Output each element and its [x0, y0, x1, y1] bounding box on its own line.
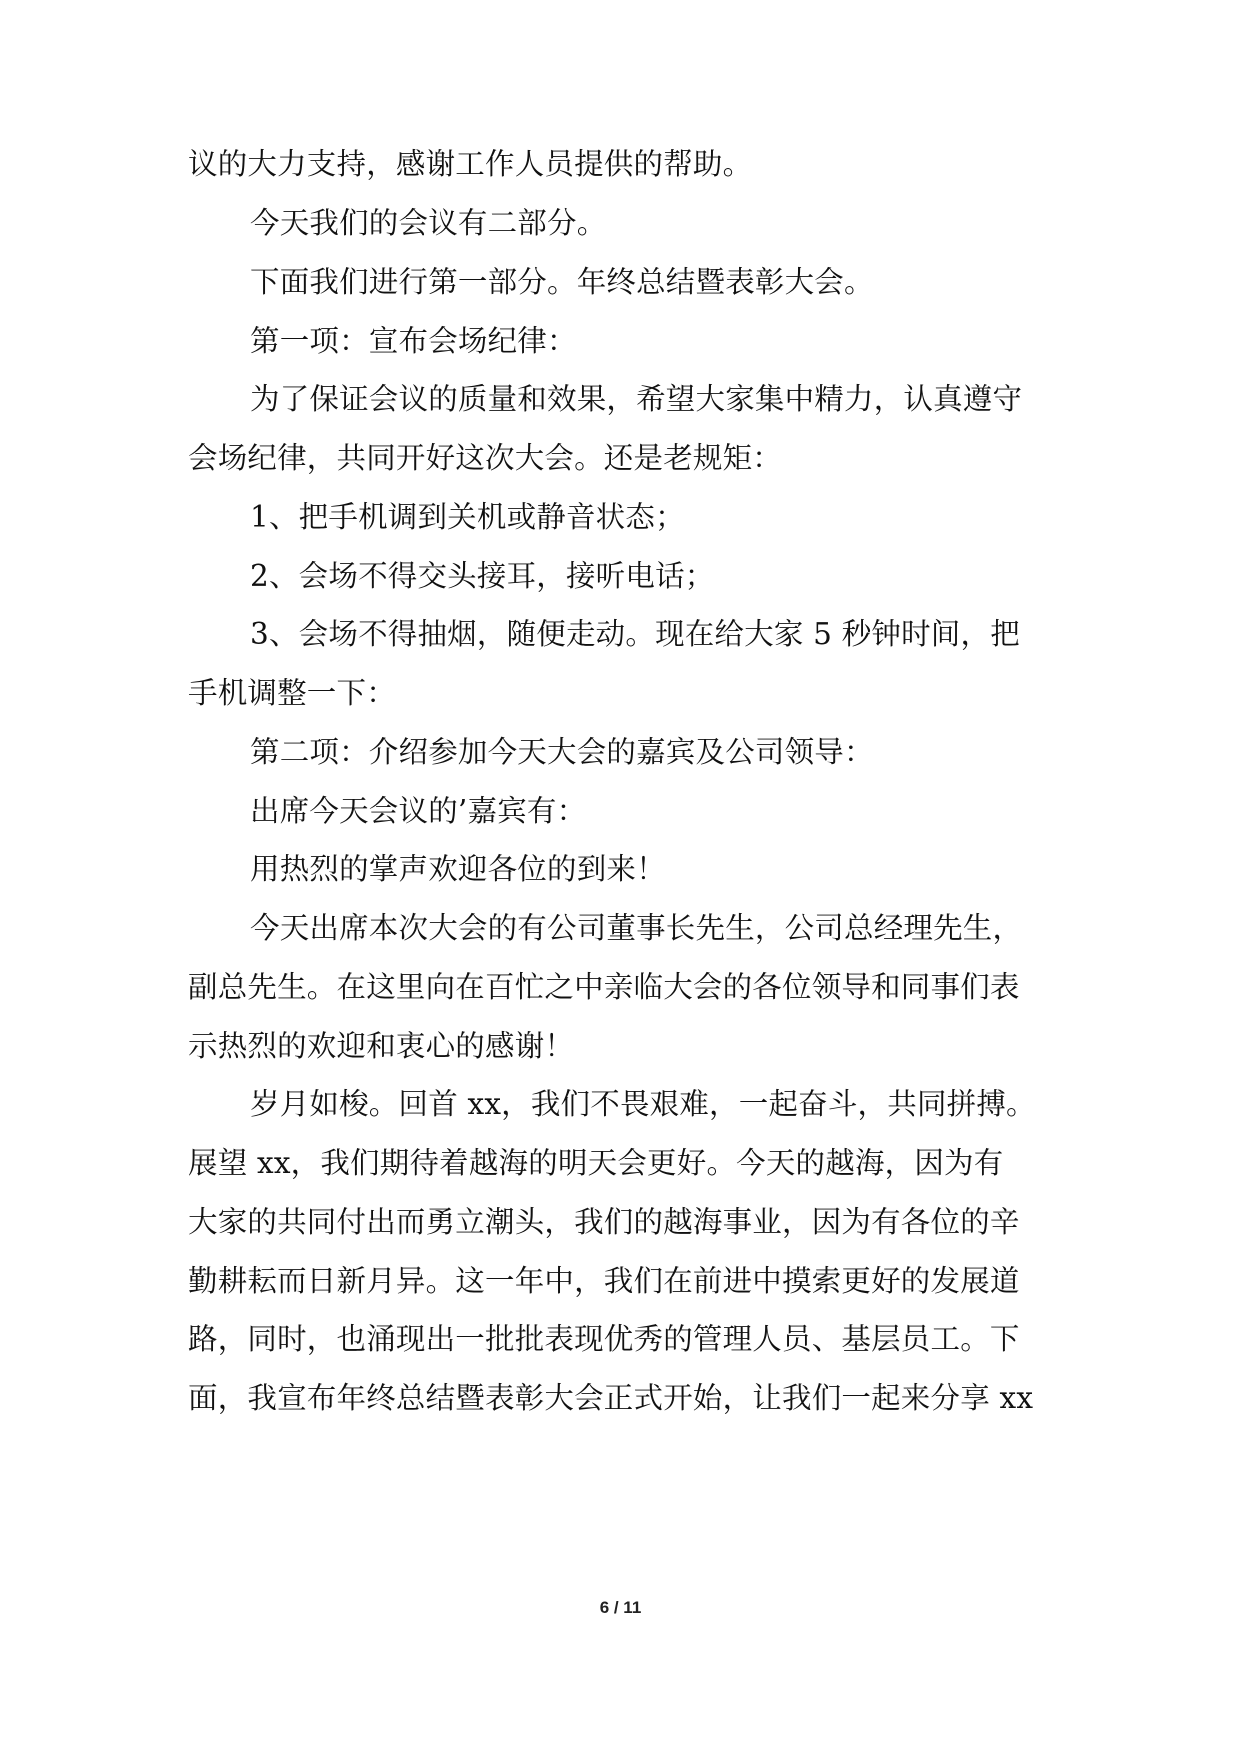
text-line: 议的大力支持，感谢工作人员提供的帮助。	[188, 147, 753, 181]
text-line: 路，同时，也涌现出一批批表现优秀的管理人员、基层员工。下	[188, 1322, 1020, 1356]
list-item: 1、把手机调到关机或静音状态；	[250, 500, 685, 534]
text-line: 大家的共同付出而勇立潮头，我们的越海事业，因为有各位的辛	[188, 1205, 1020, 1239]
text-line: 会场纪律，共同开好这次大会。还是老规矩：	[188, 441, 783, 475]
list-item: 2、会场不得交头接耳，接听电话；	[250, 559, 715, 593]
text-line: 副总先生。在这里向在百忙之中亲临大会的各位领导和同事们表	[188, 970, 1020, 1004]
text-line: 勤耕耘而日新月异。这一年中，我们在前进中摸索更好的发展道	[188, 1264, 1020, 1298]
text-line: 用热烈的掌声欢迎各位的到来！	[250, 852, 666, 886]
section-heading: 第一项：宣布会场纪律：	[250, 324, 577, 358]
list-item: 3、会场不得抽烟，随便走动。现在给大家 5 秒钟时间，把	[250, 617, 1020, 651]
section-heading: 第二项：介绍参加今天大会的嘉宾及公司领导：	[250, 735, 874, 769]
text-line: 为了保证会议的质量和效果，希望大家集中精力，认真遵守	[250, 382, 1023, 416]
page-number: 6 / 11	[599, 1598, 642, 1617]
text-line: 下面我们进行第一部分。年终总结暨表彰大会。	[250, 265, 874, 299]
text-line: 今天我们的会议有二部分。	[250, 206, 607, 240]
text-line: 展望 xx，我们期待着越海的明天会更好。今天的越海，因为有	[188, 1146, 1004, 1180]
text-line: 手机调整一下：	[188, 676, 396, 710]
text-line: 岁月如梭。回首 xx，我们不畏艰难，一起奋斗，共同拼搏。	[250, 1087, 1036, 1121]
text-line: 出席今天会议的’嘉宾有：	[250, 794, 587, 828]
text-line: 今天出席本次大会的有公司董事长先生，公司总经理先生，	[250, 911, 1023, 945]
text-line: 面，我宣布年终总结暨表彰大会正式开始，让我们一起来分享 xx	[188, 1381, 1034, 1415]
text-line: 示热烈的欢迎和衷心的感谢！	[188, 1029, 575, 1063]
